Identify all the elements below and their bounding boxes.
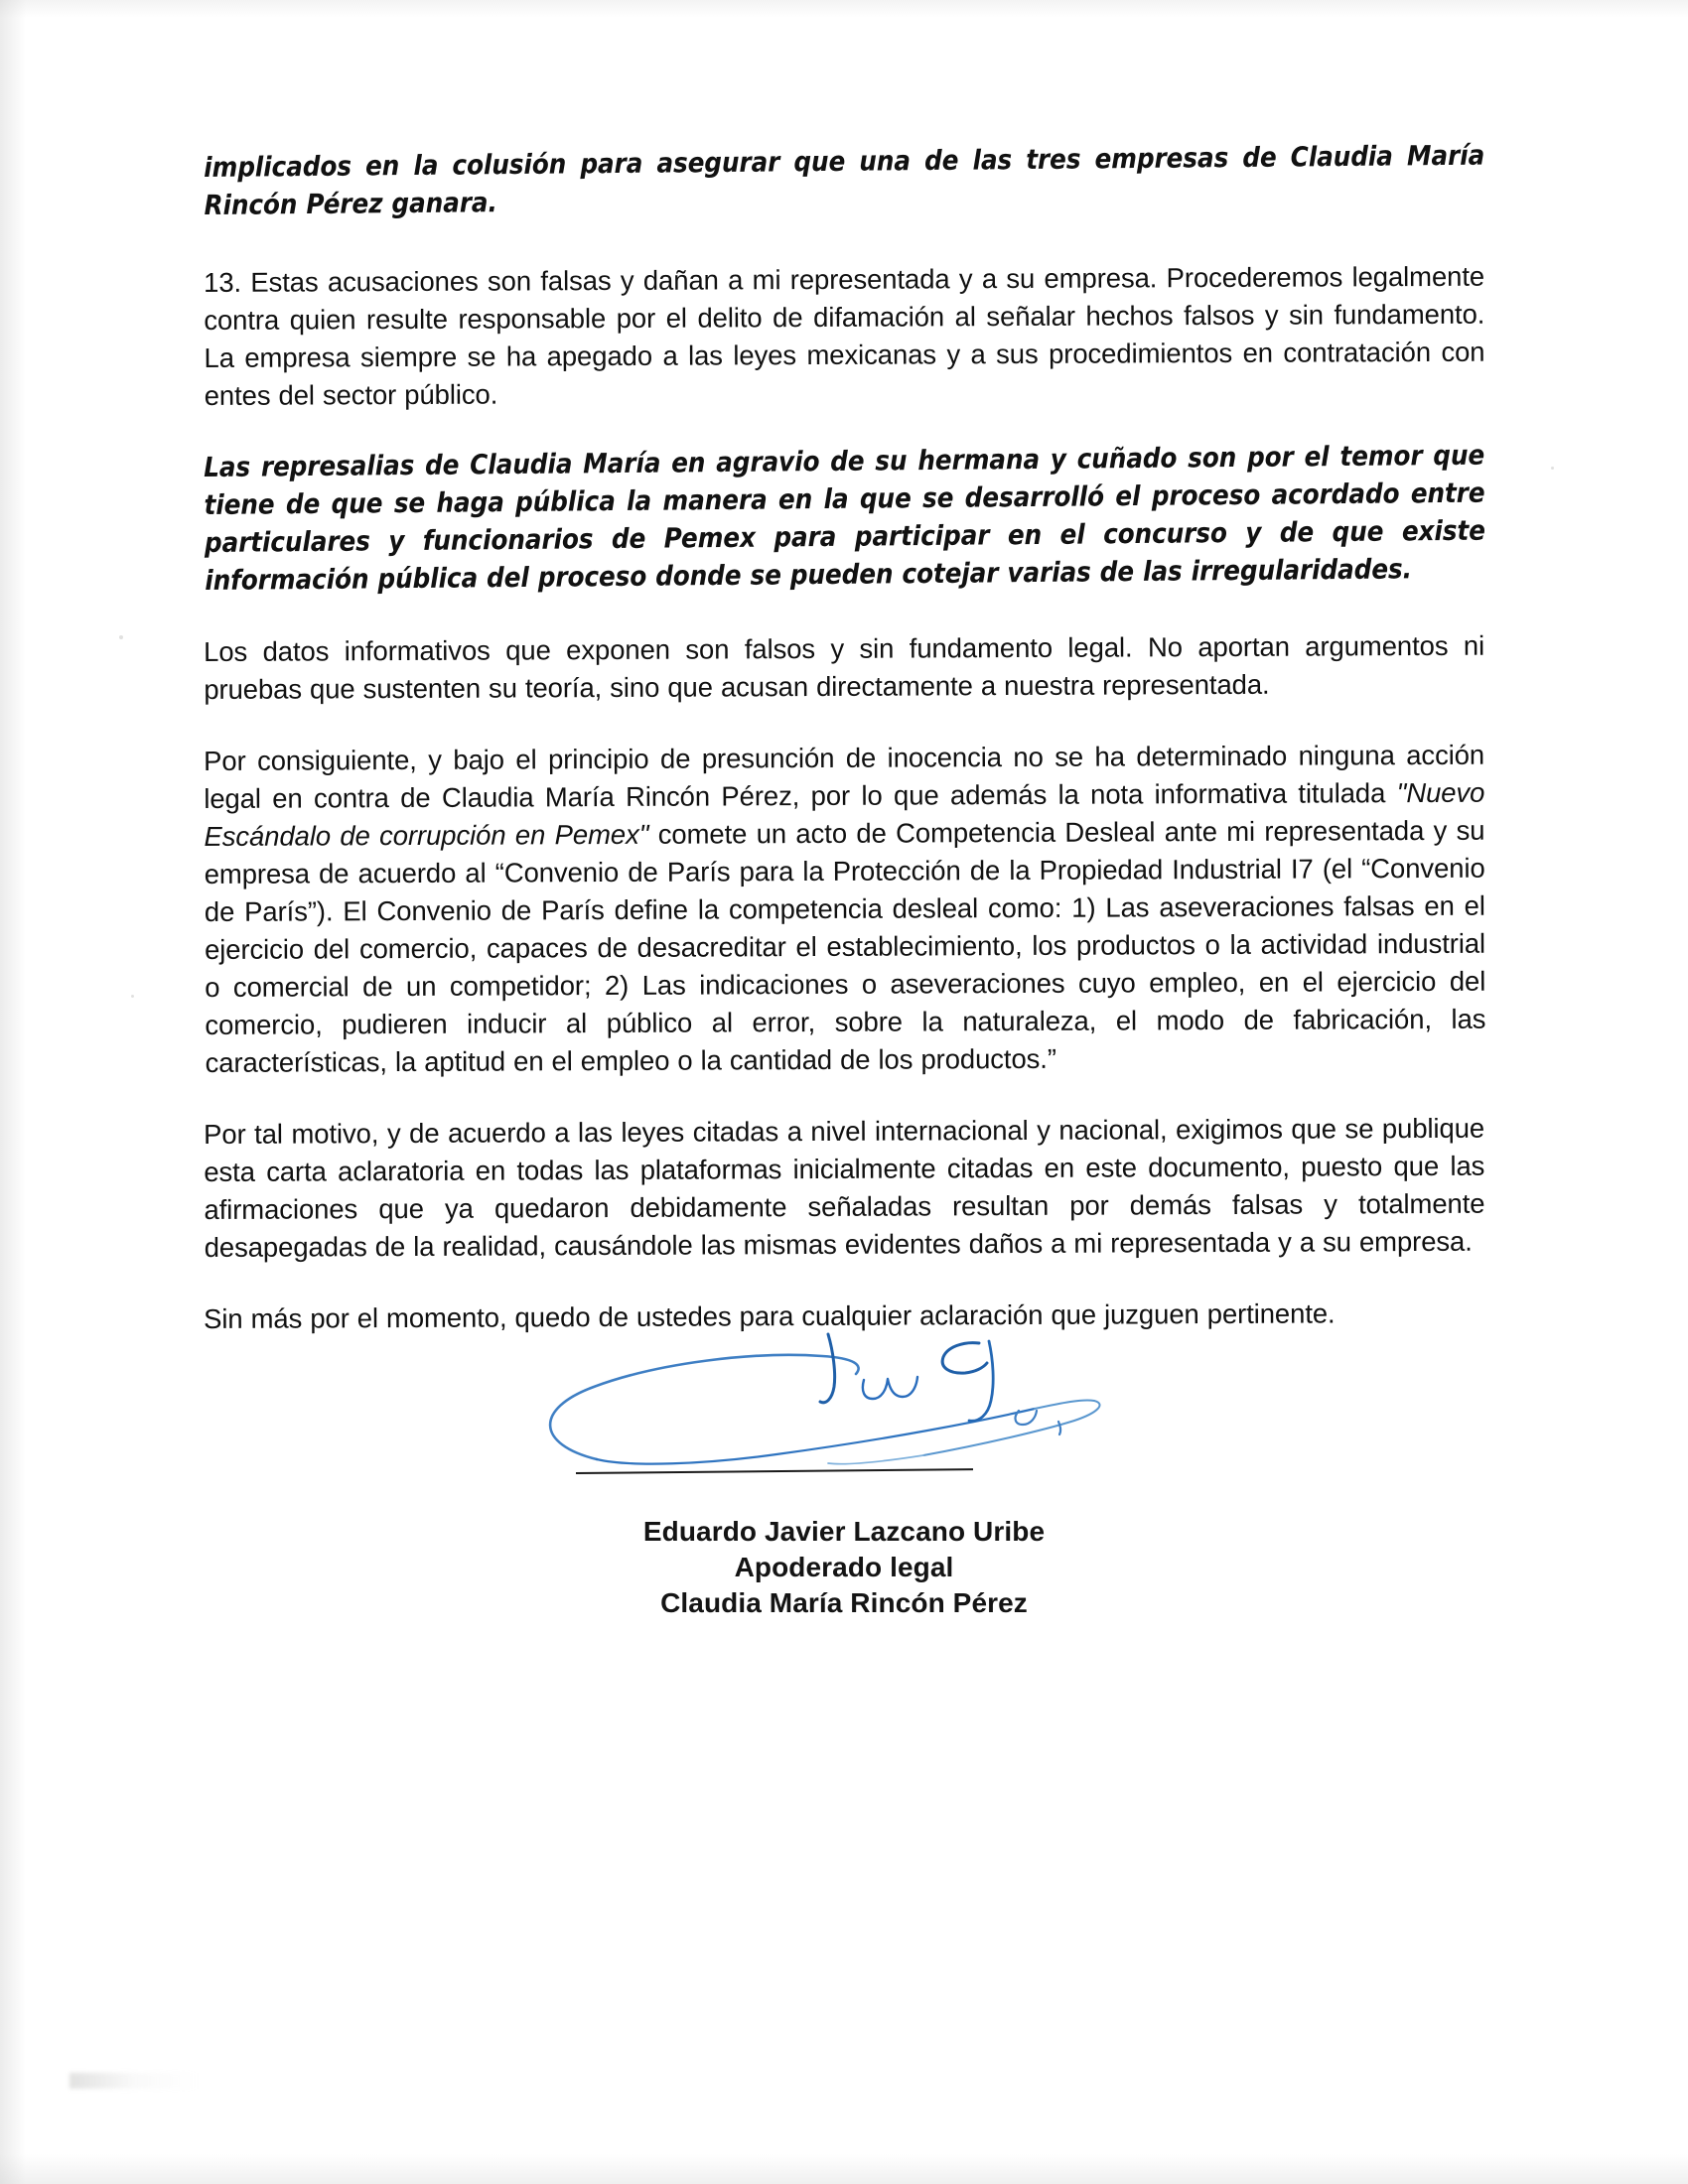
- signature-name-block: [204, 1514, 1484, 1621]
- scan-smudge: [70, 2073, 199, 2089]
- scan-speck: [131, 995, 134, 998]
- paragraph-por-consiguiente-text-before: Por consiguiente, y bajo el principio de presunción de inocencia no se ha determinado ninguna acción legal en contra de Claudia María Rincón Pérez, por lo que además la nota informativa titulada: [204, 739, 1485, 814]
- paragraph-cierre: Sin más por el momento, quedo de ustedes para cualquier aclaración que juzguen pertinente.: [204, 1297, 1336, 1334]
- scan-speck: [1551, 467, 1554, 470]
- handwritten-signature: [427, 1325, 1182, 1484]
- paragraph-por-consiguiente-text-after: comete un acto de Competencia Desleal ante mi representada y su empresa de acuerdo al “Convenio de París para la Protección de la Propiedad Industrial I7 (el “Convenio de París”). El Convenio de París define la competencia desleal como: 1) Las aseveraciones falsas en el ejercicio del comercio, capaces de desacreditar el establecimiento, los productos o la actividad industrial o comercial de un competidor; 2) Las indicaciones o aseveraciones cuyo empleo, en el ejercicio del comercio, pudieren inducir al público al error, sobre la naturaleza, el modo de fabricación, las características, la aptitud en el empleo o la cantidad de los productos.”: [204, 814, 1486, 1078]
- document-body: [204, 139, 1486, 1338]
- signatory-represented: Claudia María Rincón Pérez: [660, 1587, 1028, 1618]
- scan-edge-top: [0, 0, 1688, 18]
- paragraph-por-consiguiente: [204, 737, 1486, 1082]
- signatory-role: Apoderado legal: [734, 1552, 954, 1582]
- signatory-name: Eduardo Javier Lazcano Uribe: [642, 1516, 1046, 1547]
- paragraph-represalias: Las represalias de Claudia María en agravio de su hermana y cuñado son por el temor que tiene de que se haga pública la manera en la que se desarrolló el proceso acordado entre particulares y funcionarios de Pemex para participar en el concurso y de que existe información pública del proceso donde se pueden cotejar varias de las irregularidades.: [204, 439, 1486, 597]
- scan-speck: [119, 635, 123, 639]
- scan-edge-left: [0, 0, 26, 2184]
- paragraph-por-tal-motivo: Por tal motivo, y de acuerdo a las leyes citadas a nivel internacional y nacional, exigimos que se publique esta carta aclaratoria en todas las plataformas inicialmente citadas en este documento, puesto que las afirmaciones que ya quedaron debidamente señaladas resultan por demás falsas y totalmente desapegadas de la realidad, causándole las mismas evidentes daños a mi representada y a su empresa.: [204, 1112, 1485, 1263]
- paragraph-datos-informativos: Los datos informativos que exponen son falsos y sin fundamento legal. No aportan argumentos ni pruebas que sustenten su teoría, sino que acusan directamente a nuestra representada.: [204, 629, 1485, 705]
- signature-area: [427, 1325, 1182, 1534]
- scan-edge-bottom: [0, 2154, 1688, 2184]
- nota-informativa-title: "Nuevo Escándalo de corrupción en Pemex": [204, 776, 1485, 852]
- paragraph-continuation: implicados en la colusión para asegurar que una de las tres empresas de Claudia María Rincón Pérez ganara.: [204, 139, 1485, 221]
- paragraph-13: 13. Estas acusaciones son falsas y dañan a mi representada y a su empresa. Procederemos legalmente contra quien resulte responsable por el delito de difamación al señalar hechos falsos y sin fundamento. La empresa siempre se ha apegado a las leyes mexicanas y a sus procedimientos en contratación con entes del sector público.: [204, 260, 1485, 411]
